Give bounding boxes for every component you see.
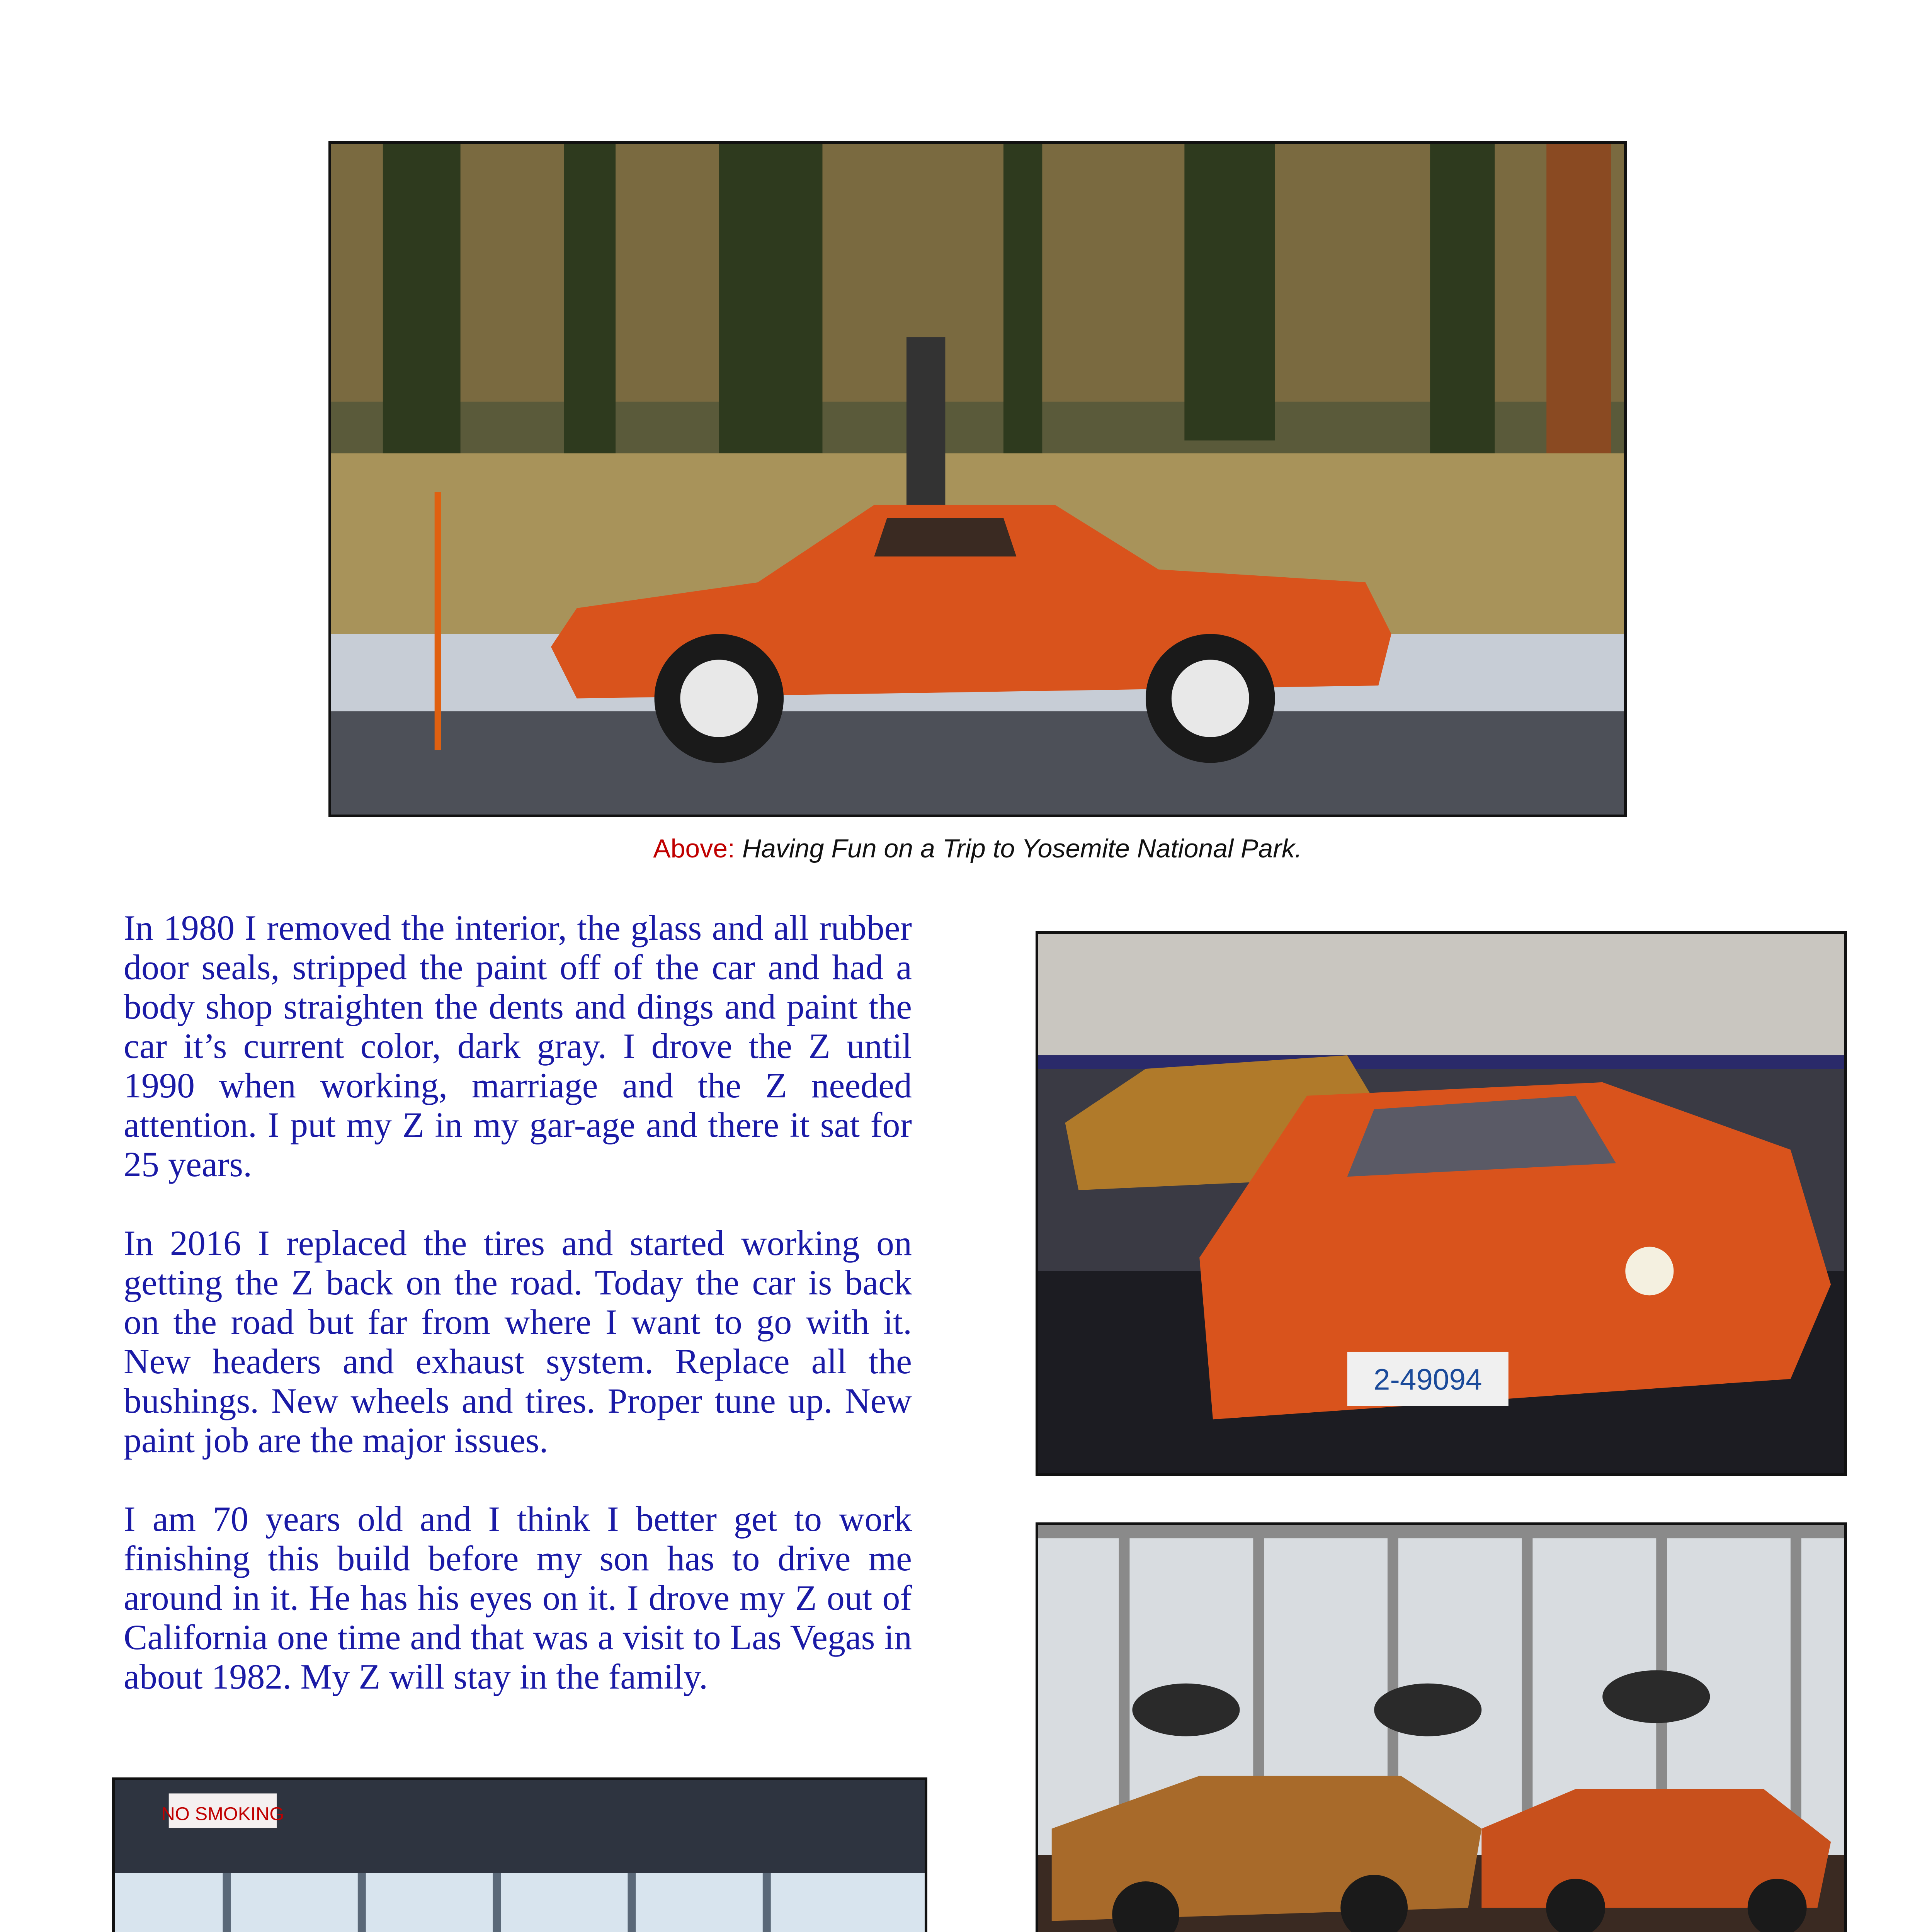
body-paragraph: In 1980 I removed the interior, the glass and all rubber door seals, stripped the paint off of the car and had a body shop straighten the dents and dings and paint the car it’s current color, dark gray. I drove the Z until 1990 when working, marriage and the Z needed attention. I put my Z in my gar-age and there it sat for 25 years. xyxy=(124,908,912,1184)
hanger-front-photo xyxy=(1036,931,1847,1476)
yosemite-photo xyxy=(328,141,1627,817)
showing-off-photo xyxy=(112,1777,927,1932)
caption-text: Having Fun on a Trip to Yosemite National Park. xyxy=(742,834,1302,863)
buddy-hanger-photo xyxy=(1036,1522,1847,1932)
body-paragraph: I am 70 years old and I think I better get to work finishing this build before my son has to drive me around in it. He has his eyes on it. I drove my Z out of California one time and that was a visit to Las Vegas in about 1982. My Z will stay in the family. xyxy=(124,1499,912,1696)
caption-label: Above: xyxy=(653,834,735,863)
yosemite-caption xyxy=(328,831,1627,866)
license-plate: 2-49094 xyxy=(1373,1363,1482,1396)
no-smoking-sign: NO SMOKING xyxy=(161,1803,284,1825)
body-paragraph: In 2016 I replaced the tires and started working on getting the Z back on the road. Today the car is back on the road but far from where I want to go with it. New headers and exhaust system. Replace all the bushings. New wheels and tires. Proper tune up. New paint job are the major issues. xyxy=(124,1223,912,1460)
body-text xyxy=(124,908,912,1736)
